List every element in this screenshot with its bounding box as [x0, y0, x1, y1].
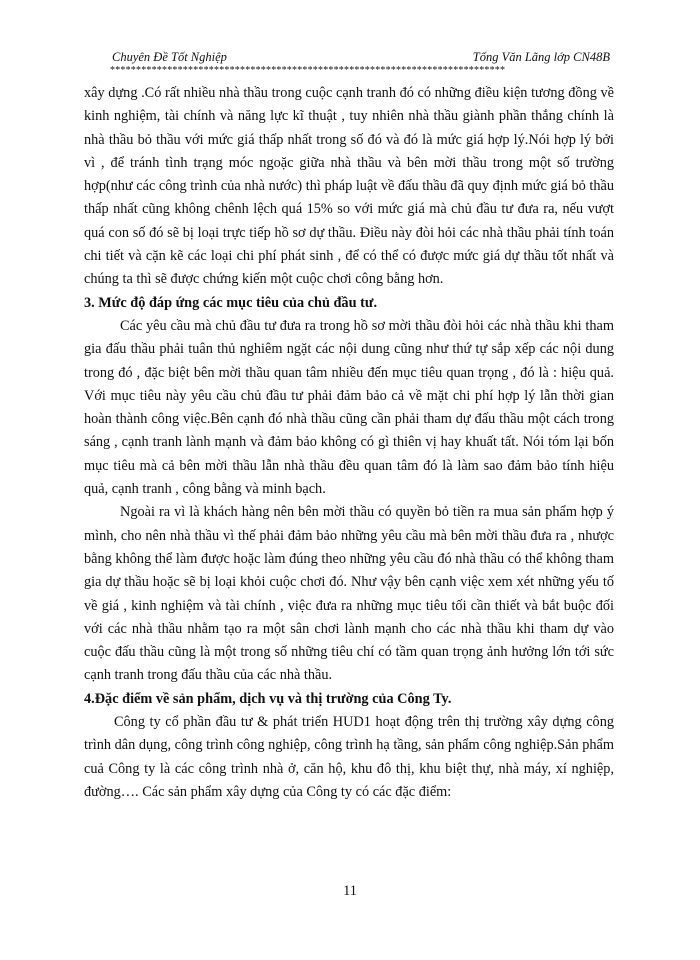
page-body: [84, 82, 614, 804]
header-author: Tống Văn Lãng lớp CN48B: [472, 50, 610, 64]
section-heading-3: 3. Mức độ đáp ứng các mục tiêu của chủ đầu tư.: [84, 294, 378, 311]
paragraph-company-products: Công ty cổ phần đầu tư & phát triển HUD1 hoạt động trên thị trường xây dựng công trình dân dụng, công trình công nghiệp, công trình hạ tầng, sản phẩm công nghiệp.Sản phẩm cuả Công ty là các công trình nhà ở, căn hộ, khu đô thị, khu biệt thự, nhà máy, xí nghiệp, đường…. Các sản phẩm xây dựng của Công ty có các đặc điểm:: [84, 714, 614, 800]
page-number: 11: [343, 883, 357, 899]
section-heading-4: 4.Đặc điểm về sản phẩm, dịch vụ và thị trường của Công Ty.: [84, 690, 452, 707]
header-document-title: Chuyên Đề Tốt Nghiệp: [112, 50, 227, 64]
header-separator: ****************************************************************************: [110, 66, 506, 76]
paragraph-client-requirements: Ngoài ra vì là khách hàng nên bên mời thầu có quyền bỏ tiền ra mua sản phẩm hợp ý mình, cho nên nhà thầu vì thế phải đảm bảo những yêu cầu mà bên mời thầu đưa ra , nhược bằng không thể làm được hoặc làm đúng theo những yêu cầu đó nhà thầu có thể không tham gia dự thầu hoặc sẽ bị loại khỏi cuộc chơi đó. Như vậy bên cạnh việc xem xét những yếu tố về giá , kinh nghiệm và tài chính , việc đưa ra những mục tiêu tối cần thiết và bắt buộc đối với các nhà thầu nhằm tạo ra một sân chơi lành mạnh cho các nhà thầu khi tham dự vào cuộc đấu thầu cũng là một trong số những tiêu chí có tầm quan trọng ảnh hưởng lớn tới sức cạnh tranh trong đấu thầu của các nhà thầu.: [84, 504, 614, 684]
paragraph-bid-price: xây dựng .Có rất nhiều nhà thầu trong cuộc cạnh tranh đó có những điều kiện tương đồng về kinh nghiệm, tài chính và năng lực kĩ thuật , tuy nhiên nhà thầu giành phần thắng chính là nhà thầu bỏ thầu với mức giá thấp nhất trong số đó và đó là mức giá hợp lý.Nói hợp lý bởi vì , để tránh tình trạng móc ngoặc giữa nhà thầu và bên mời thầu trong một số trường hợp(như các công trình của nhà nước) thì pháp luật về đấu thầu đã quy định mức giá bỏ thầu thấp nhất cũng không chênh lệch quá 15% so với mức giá mà chủ đầu tư đưa ra, nếu vượt quá con số đó sẽ bị loại trực tiếp hồ sơ dự thầu. Điều này đòi hỏi các nhà thầu phải tính toán chi tiết và cặn kẽ các loại chi phí phát sinh , để có thể có được mức giá dự thầu tốt nhất và chúng ta thì sẽ được chứng kiến một cuộc chơi công bằng hơn.: [84, 85, 614, 288]
paragraph-investor-goals: Các yêu cầu mà chủ đầu tư đưa ra trong hồ sơ mời thầu đòi hỏi các nhà thầu khi tham gia đấu thầu phải tuân thủ nghiêm ngặt các nội dung cũng như thứ tự sắp xếp các nội dung trong đó , đặc biệt bên mời thầu quan tâm nhiều đến mục tiêu quan trọng , đó là : hiệu quả. Với mục tiêu này yêu cầu chủ đầu tư phải đảm bảo cả về mặt chi phí hợp lý lẫn thời gian hoàn thành công việc.Bên cạnh đó nhà thầu cũng cần phải tham dự đấu thầu một cách trong sáng , cạnh tranh lành mạnh và đảm bảo không có gì thiên vị hay khuất tất. Nói tóm lại bốn mục tiêu mà cả bên mời thầu lẫn nhà thầu đều quan tâm đó là làm sao đảm bảo tính hiệu quả, cạnh tranh , công bằng và minh bạch.: [84, 317, 614, 498]
